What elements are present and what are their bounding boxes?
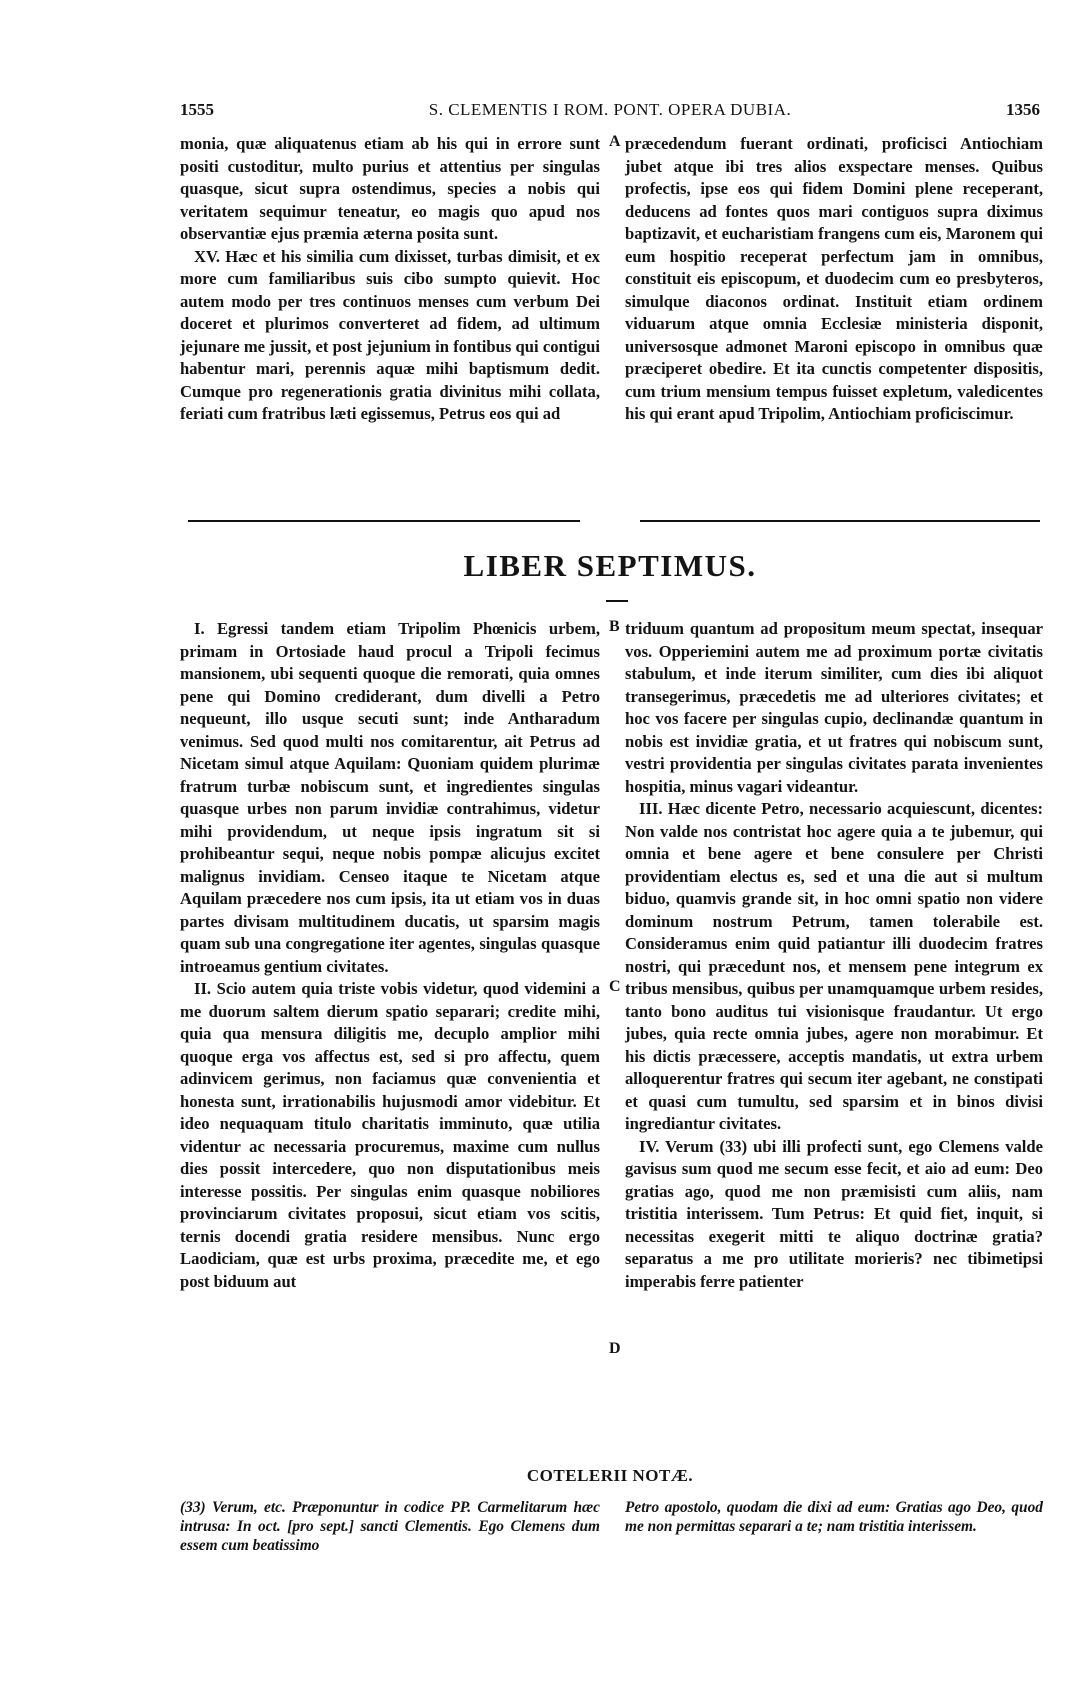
section-rule-left bbox=[188, 520, 580, 522]
top-right-column bbox=[625, 133, 1043, 426]
running-header bbox=[180, 100, 1040, 124]
margin-letter-b: B bbox=[609, 618, 620, 635]
section-rule-right bbox=[640, 520, 1040, 522]
note-left: (33) Verum, etc. Præponuntur in codice PP. Carmelitarum hæc intrusa: In oct. [pro sept.] sancti Clementis. Ego Clemens dum essem cum beatissimo bbox=[180, 1499, 600, 1554]
paragraph: I. Egressi tandem etiam Tripolim Phœnicis urbem, primam in Ortosiade haud procul a Tripoli fecimus mansionem, ubi sequenti quoque die remorati, quia omnes pene qui Domino crediderant, dum divelli a Petro nequeunt, illo usque secuti sunt; inde Antharadum venimus. Sed quod multi nos comitarentur, ait Petrus ad Nicetam simul atque Aquilam: Quoniam quidem plurimæ fratrum turbæ nobiscum sunt, et ingredientes singulas quasque urbes non parum invidiæ contrahimus, videtur mihi providendum, ut neque ipsis ingratum sit si prohibeantur sequi, neque nobis pompæ alicujus excitet malignus invidiam. Censeo itaque te Nicetam atque Aquilam præcedere nos cum ipsis, ita ut etiam vos in duas partes divisam multitudinem ducatis, ut sparsim magis quam sub una congregatione iter agentes, singulas quasque introeamus gentium civitates. bbox=[180, 619, 600, 976]
top-left-column bbox=[180, 133, 600, 426]
paragraph: IV. Verum (33) ubi illi profecti sunt, ego Clemens valde gavisus sum quod me secum esse fecit, et aio ad eum: Deo gratias ago, quod me non præmisisti cum aliis, nam tristitia interissem. Tum Petrus: Et quid fiet, inquit, si necessitas exegerit mitti te aliquo doctrinæ gratia? separatus a me pro utilitate morieris? nec tibimetipsi imperabis ferre patienter bbox=[625, 1136, 1043, 1291]
margin-letter-d: D bbox=[609, 1340, 621, 1357]
paragraph: XV. Hæc et his similia cum dixisset, turbas dimisit, et ex more cum familiaribus suis cibo sumpto quievit. Hoc autem modo per tres continuos menses cum verbum Dei doceret et plurimos converteret ad fidem, ad ultimum jejunare me jussit, et post jejunium in fontibus qui contigui habentur mari, perennis aquæ mihi baptismum dedit. Cumque pro regenerationis gratia divinitus mihi collata, feriati cum fratribus læti egissemus, Petrus eos qui ad bbox=[180, 246, 600, 423]
paragraph: III. Hæc dicente Petro, necessario acquiescunt, dicentes: Non valde nos contristat hoc agere quia a te jubemur, qui omnia et bene agere et bene consulere per Christi providentiam electus es, sed et una die aut si multum biduo, quamvis grande sit, in hoc omni spatio non videre dominum nostrum Petrum, tamen tolerabile est. Consideramus enim quid patiantur illi duodecim fratres nostri, qui præcedunt nos, et mensem pene integrum ex tribus mensibus, quibus per unamquamque urbem resides, tanto bono auditus tui visionisque fraudantur. Ut ergo jubes, quia recte omnia jubes, agere non morabimur. Et his dictis præcessere, acceptis mandatis, ut extra urbem alloquerentur fratres qui secum iter agebant, ne constipati et quasi cum tumultu, sed sparsim et in binos divisi ingrediantur civitates. bbox=[625, 799, 1043, 1133]
book-title: LIBER SEPTIMUS. bbox=[463, 548, 757, 583]
paragraph: præcedendum fuerant ordinati, proficisci Antiochiam jubet atque ibi tres alios exspectare menses. Quibus profectis, ipse eos qui fidem Domini plene receperant, deducens ad fontes quos mari contiguos supra diximus baptizavit, et eucharistiam frangens cum eis, Maronem qui eum hospitio receperat perfectum jam in omnibus, constituit eis episcopum, et duodecim cum eo presbyteros, simulque diaconos ordinat. Instituit etiam ordinem viduarum atque omnia Ecclesiæ ministeria disponit, universosque admonet Maroni episcopo in omnibus quæ præciperet obedire. Et ita cunctis competenter dispositis, cum trium mensium tempus fuisset expletum, valedicentes his qui erant apud Tripolim, Antiochiam proficiscimur. bbox=[625, 134, 1043, 423]
paragraph: II. Scio autem quia triste vobis videtur, quod videmini a me duorum saltem dierum spatio separari; credite mihi, quia qua mensura diligitis me, decuplo amplior mihi quoque erga vos affectus est, sed si pro affectu, quem adinvicem gerimus, non faciamus quæ convenientia et honesta sunt, irrationabilis hujusmodi amor videbitur. Et ideo nequaquam titulo charitatis imminuto, quæ utilia videntur ac necessaria procuremus, maxime cum nullus dies possit intercedere, quo non disputationibus meis interesse possitis. Per singulas enim quasque nobiliores provinciarum civitates proposui, sicut etiam vos scitis, ternis docendi gratia residere mensibus. Nunc ergo Laodiciam, quæ est urbs proxima, præcedite me, et ego post biduum aut bbox=[180, 979, 600, 1291]
main-left-column bbox=[180, 618, 600, 1293]
title-dash bbox=[606, 600, 628, 602]
paragraph: monia, quæ aliquatenus etiam ab his qui in errore sunt positi custoditur, multo purius et attentius per singulas quasque, sicut supra ostendimus, species a nobis qui veritatem sequimur teneatur, eo magis quo apud nos observantiæ ejus præmia æterna posita sunt. bbox=[180, 134, 600, 243]
paragraph: triduum quantum ad propositum meum spectat, insequar vos. Opperiemini autem me ad proximum portæ civitatis stabulum, et inde iterum similiter, cum dies ibi aliquot transegerimus, præcedetis me ad ulteriores civitates; et hoc vos facere per singulas cupio, declinandæ quantum in nobis est invidiæ gratia, et ut fratres qui nobiscum sunt, vestri providentia per singulas civitates parata invenientes hospitia, minus vagari videantur. bbox=[625, 619, 1043, 796]
page-number-left: 1555 bbox=[180, 100, 214, 119]
note-right: Petro apostolo, quodam die dixi ad eum: Gratias ago Deo, quod me non permittas separari a te; nam tristitia interissem. bbox=[625, 1499, 1043, 1535]
notes-title: COTELERII NOTÆ. bbox=[526, 1466, 694, 1485]
page-number-right: 1356 bbox=[1006, 100, 1040, 119]
main-right-column bbox=[625, 618, 1043, 1293]
running-title: S. CLEMENTIS I ROM. PONT. OPERA DUBIA. bbox=[428, 100, 792, 119]
margin-letter-a: A bbox=[609, 133, 621, 150]
margin-letter-c: C bbox=[609, 978, 621, 995]
